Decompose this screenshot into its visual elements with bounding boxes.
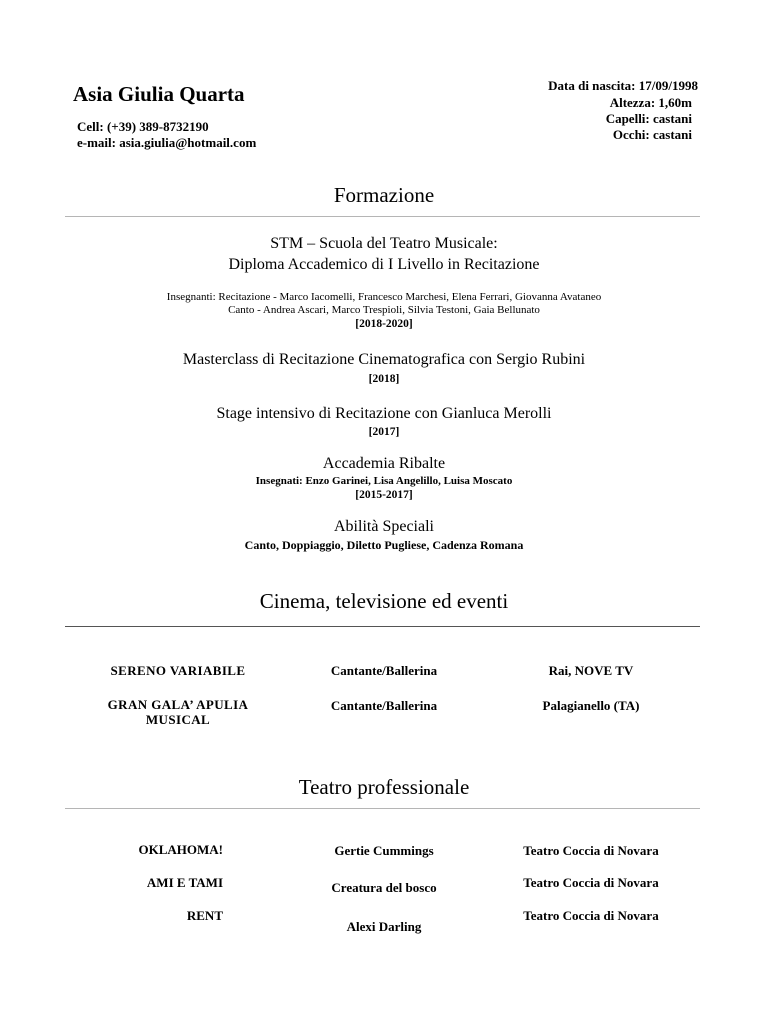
abilita-title: Abilità Speciali xyxy=(334,518,434,535)
eye-color: Occhi: castani xyxy=(612,127,692,142)
cinema-venue-1: Rai, NOVE TV xyxy=(548,663,634,678)
teatro-role-1: Gertie Cummings xyxy=(334,843,434,858)
cinema-title-2: GRAN GALA’ APULIA MUSICAL xyxy=(107,697,249,727)
abilita-list: Canto, Doppiaggio, Diletto Pugliese, Cadenza Romana xyxy=(244,538,524,552)
cinema-role-1: Cantante/Ballerina xyxy=(330,663,438,678)
masterclass-year: [2018] xyxy=(368,373,400,385)
teatro-title-1: OKLAHOMA! xyxy=(138,842,223,857)
section-title-cinema: Cinema, televisione ed eventi xyxy=(259,589,509,613)
teatro-title-2: AMI E TAMI xyxy=(146,875,223,890)
cinema-venue-2: Palagianello (TA) xyxy=(542,698,640,713)
teatro-role-2: Creatura del bosco xyxy=(331,880,437,895)
birth-date: Data di nascita: 17/09/1998 xyxy=(548,78,698,93)
section-divider xyxy=(65,626,700,627)
section-title-formazione: Formazione xyxy=(333,183,435,207)
stm-years: [2018-2020] xyxy=(355,318,413,330)
ribalte-years: [2015-2017] xyxy=(355,489,413,501)
candidate-name: Asia Giulia Quarta xyxy=(73,82,245,106)
ribalte-teachers: Insegnati: Enzo Garinei, Lisa Angelillo, Luisa Moscato xyxy=(255,475,513,487)
section-divider xyxy=(65,216,700,217)
teatro-title-3: RENT xyxy=(186,908,223,923)
hair-color: Capelli: castani xyxy=(605,111,692,126)
teatro-venue-3: Teatro Coccia di Novara xyxy=(523,908,659,923)
stm-teachers-singing: Canto - Andrea Ascari, Marco Trespioli, Silvia Testoni, Gaia Bellunato xyxy=(228,304,540,316)
stm-school: STM – Scuola del Teatro Musicale: xyxy=(270,235,498,252)
teatro-venue-1: Teatro Coccia di Novara xyxy=(523,843,659,858)
stage-year: [2017] xyxy=(368,426,400,438)
stage-title: Stage intensivo di Recitazione con Gianluca Merolli xyxy=(216,405,552,422)
email-address: e-mail: asia.giulia@hotmail.com xyxy=(77,135,257,150)
teatro-venue-2: Teatro Coccia di Novara xyxy=(523,875,659,890)
height: Altezza: 1,60m xyxy=(609,95,692,110)
stm-teachers-acting: Insegnanti: Recitazione - Marco Iacomelli, Francesco Marchesi, Elena Ferrari, Giovanna Avataneo xyxy=(166,291,602,303)
cinema-title-1: SERENO VARIABILE xyxy=(110,663,246,678)
cell-phone: Cell: (+39) 389-8732190 xyxy=(77,119,209,134)
cinema-role-2: Cantante/Ballerina xyxy=(330,698,438,713)
section-divider xyxy=(65,808,700,809)
ribalte-title: Accademia Ribalte xyxy=(322,455,446,472)
masterclass-title: Masterclass di Recitazione Cinematografica con Sergio Rubini xyxy=(182,351,586,368)
stm-diploma: Diploma Accademico di I Livello in Recitazione xyxy=(228,256,540,273)
section-title-teatro: Teatro professionale xyxy=(298,775,470,799)
teatro-role-3: Alexi Darling xyxy=(346,919,422,934)
